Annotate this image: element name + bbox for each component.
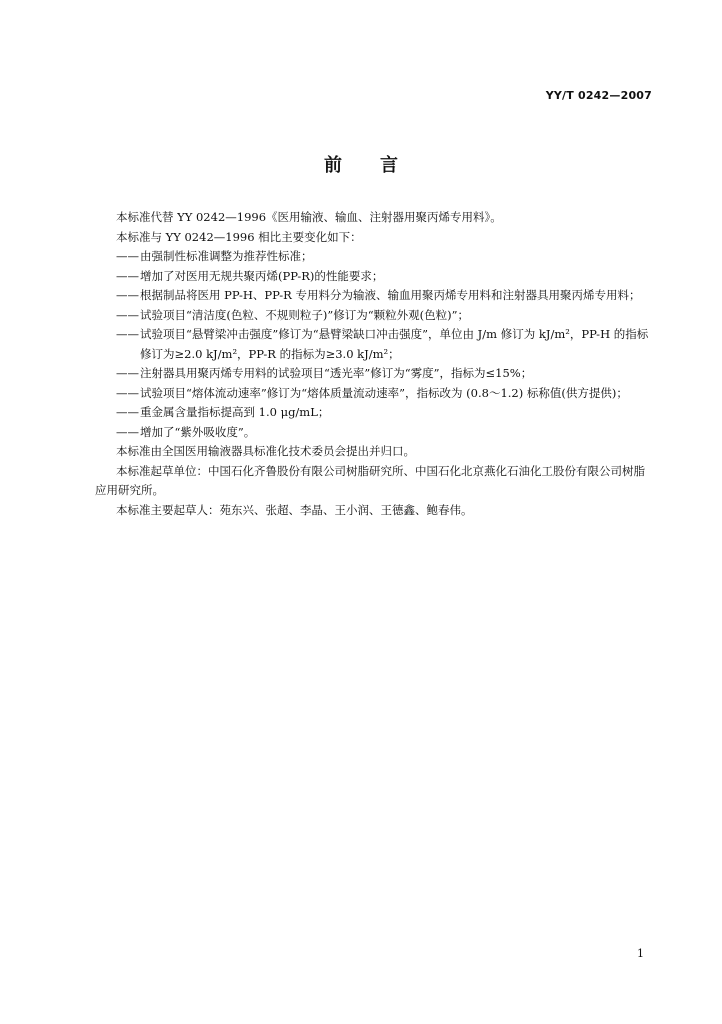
list-item: —— 根据制品将医用 PP-H、PP-R 专用料分为输液、输血用聚丙烯专用料和注射器具用聚丙烯专用料； (116, 288, 641, 302)
paragraph-replaces: 本标准代替 YY 0242—1996《医用输液、输血、注射器用聚丙烯专用料》。 (116, 210, 502, 224)
list-item: —— 试验项目“熔体流动速率”修订为“熔体质量流动速率”，指标改为 (0.8～1.2) 标称值(供方提供)； (116, 385, 628, 400)
paragraph-changes-intro: 本标准与 YY 0242—1996 相比主要变化如下： (116, 229, 362, 244)
list-item: —— 注射器具用聚丙烯专用料的试验项目“透光率”修订为“雾度”，指标为≤15%； (116, 366, 533, 380)
list-item: —— 由强制性标准调整为推荐性标准； (116, 249, 313, 263)
page-number: 1 (637, 947, 644, 960)
list-item: —— 试验项目“悬臂梁冲击强度”修订为“悬臂梁缺口冲击强度”，单位由 J/m 修订为 kJ/m²，PP-H 的指标修订为≥2.0 kJ/m²，PP-R 的指标为≥3.0 kJ/m²； (116, 327, 649, 361)
list-item: —— 试验项目“清洁度(色粒、不规则粒子)”修订为“颗粒外观(色粒)”； (116, 307, 469, 322)
changes-list (116, 247, 654, 442)
list-item: —— 增加了对医用无规共聚丙烯(PP-R)的性能要求； (116, 268, 384, 283)
list-item: —— 增加了“紫外吸收度”。 (116, 424, 256, 439)
page-title: 前言 (324, 155, 436, 176)
foreword-body (95, 208, 654, 520)
paragraph-drafters: 本标准主要起草人：苑东兴、张超、李晶、王小润、王德鑫、鲍春伟。 (116, 502, 473, 517)
paragraph-proposed-by: 本标准由全国医用输液器具标准化技术委员会提出并归口。 (116, 444, 415, 458)
list-item: —— 重金属含量指标提高到 1.0 μg/mL； (116, 405, 330, 419)
paragraph-drafting-units: 本标准起草单位：中国石化齐鲁股份有限公司树脂研究所、中国石化北京燕化石油化工股份有限公司树脂应用研究所。 (95, 463, 645, 497)
standard-number: YY/T 0242—2007 (545, 89, 652, 102)
